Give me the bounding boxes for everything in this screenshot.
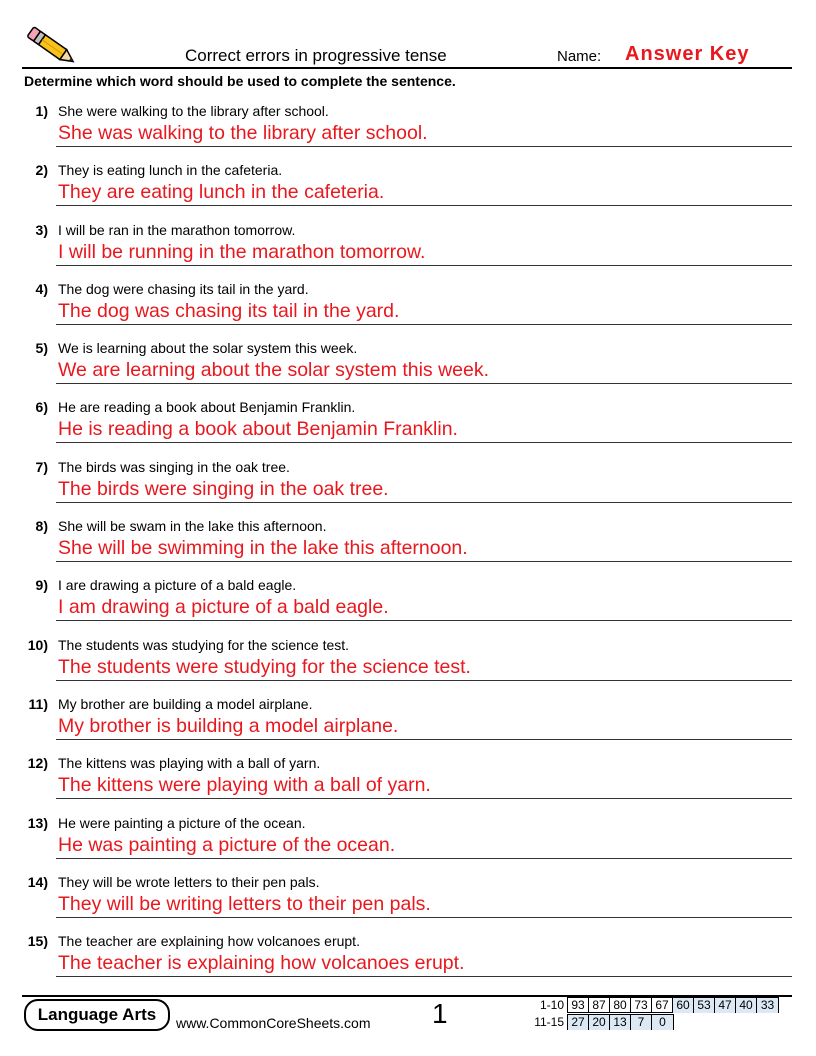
answer-text: She will be swimming in the lake this afternoon. xyxy=(58,537,468,560)
website-link[interactable]: www.CommonCoreSheets.com xyxy=(176,1015,371,1031)
answer-line xyxy=(56,739,792,740)
score-cells xyxy=(567,1014,674,1030)
answer-line xyxy=(56,561,792,562)
score-cell: 47 xyxy=(715,998,736,1013)
answer-line xyxy=(56,917,792,918)
question-item xyxy=(0,866,816,925)
instructions: Determine which word should be used to complete the sentence. xyxy=(24,73,456,89)
question-number: 6) xyxy=(35,399,48,416)
score-cell: 67 xyxy=(652,998,673,1013)
question-number: 4) xyxy=(35,280,48,297)
score-row-11-15 xyxy=(528,1014,674,1030)
answer-text: They will be writing letters to their pen pals. xyxy=(58,892,431,915)
question-number: 14) xyxy=(27,873,48,890)
answer-text: He was painting a picture of the ocean. xyxy=(58,833,396,856)
answer-text: I will be running in the marathon tomorrow. xyxy=(58,240,426,263)
question-text: We is learning about the solar system this week. xyxy=(58,340,358,357)
header-divider xyxy=(22,67,792,69)
answer-line xyxy=(56,798,792,799)
question-item xyxy=(0,925,816,984)
name-label: Name: xyxy=(557,48,602,65)
question-item xyxy=(0,391,816,450)
score-cell: 40 xyxy=(736,998,757,1013)
question-item xyxy=(0,95,816,154)
question-number: 3) xyxy=(35,221,48,238)
score-cell: 27 xyxy=(568,1015,589,1030)
answer-text: I am drawing a picture of a bald eagle. xyxy=(58,596,389,619)
question-number: 9) xyxy=(35,577,48,594)
score-cell: 80 xyxy=(610,998,631,1013)
answer-line xyxy=(56,265,792,266)
question-number: 12) xyxy=(27,755,48,772)
question-item xyxy=(0,451,816,510)
score-cell: 87 xyxy=(589,998,610,1013)
question-text: The students was studying for the science test. xyxy=(58,636,350,653)
question-item xyxy=(0,688,816,747)
question-number: 13) xyxy=(27,814,48,831)
answer-line xyxy=(56,383,792,384)
answer-text: We are learning about the solar system this week. xyxy=(58,359,490,382)
question-text: My brother are building a model airplane. xyxy=(58,695,313,712)
question-text: He were painting a picture of the ocean. xyxy=(58,814,306,831)
answer-line xyxy=(56,680,792,681)
pencil-icon xyxy=(22,22,80,70)
question-number: 11) xyxy=(28,695,48,712)
answer-line xyxy=(56,205,792,206)
question-item xyxy=(0,332,816,391)
answer-line xyxy=(56,502,792,503)
page-number: 1 xyxy=(432,998,448,1029)
question-item xyxy=(0,214,816,273)
question-text: They is eating lunch in the cafeteria. xyxy=(58,162,283,179)
question-number: 2) xyxy=(35,162,48,179)
question-number: 15) xyxy=(27,933,48,950)
answer-text: They are eating lunch in the cafeteria. xyxy=(58,181,385,204)
question-item xyxy=(0,629,816,688)
answer-key-label: Answer Key xyxy=(625,43,750,65)
score-row-label: 11-15 xyxy=(534,1015,564,1029)
question-number: 7) xyxy=(35,458,48,475)
answer-line xyxy=(56,324,792,325)
question-text: I will be ran in the marathon tomorrow. xyxy=(58,221,296,238)
question-item xyxy=(0,510,816,569)
score-cell: 73 xyxy=(631,998,652,1013)
question-text: She will be swam in the lake this afternoon. xyxy=(58,518,327,535)
question-text: I are drawing a picture of a bald eagle. xyxy=(58,577,297,594)
score-cell: 7 xyxy=(631,1015,652,1030)
subject-badge: Language Arts xyxy=(24,999,170,1031)
answer-line xyxy=(56,620,792,621)
question-item xyxy=(0,569,816,628)
score-cell: 53 xyxy=(694,998,715,1013)
answer-text: The students were studying for the science test. xyxy=(58,655,471,678)
score-cell: 60 xyxy=(673,998,694,1013)
answer-text: The teacher is explaining how volcanoes erupt. xyxy=(58,952,465,975)
score-cell: 13 xyxy=(610,1015,631,1030)
answer-text: The kittens were playing with a ball of yarn. xyxy=(58,774,431,797)
question-text: The dog were chasing its tail in the yard. xyxy=(58,280,309,297)
answer-line xyxy=(56,976,792,977)
score-cell: 33 xyxy=(757,998,778,1013)
question-item xyxy=(0,747,816,806)
score-cells xyxy=(567,997,779,1013)
question-text: He are reading a book about Benjamin Franklin. xyxy=(58,399,356,416)
question-text: The birds was singing in the oak tree. xyxy=(58,458,290,475)
answer-line xyxy=(56,146,792,147)
question-number: 1) xyxy=(35,103,48,119)
question-list xyxy=(0,95,816,984)
answer-text: The birds were singing in the oak tree. xyxy=(58,477,389,500)
answer-line xyxy=(56,442,792,443)
question-text: She were walking to the library after school. xyxy=(58,103,329,119)
question-text: The kittens was playing with a ball of yarn. xyxy=(58,755,321,772)
answer-text: The dog was chasing its tail in the yard. xyxy=(58,299,400,322)
answer-text: She was walking to the library after school. xyxy=(58,122,428,144)
question-number: 10) xyxy=(27,636,48,653)
score-cell: 20 xyxy=(589,1015,610,1030)
question-number: 8) xyxy=(35,518,48,535)
score-row-label: 1-10 xyxy=(539,998,564,1012)
score-row-1-10 xyxy=(528,997,779,1013)
question-item xyxy=(0,273,816,332)
question-item xyxy=(0,154,816,213)
question-text: They will be wrote letters to their pen pals. xyxy=(58,873,320,890)
score-cell: 93 xyxy=(568,998,589,1013)
answer-text: He is reading a book about Benjamin Franklin. xyxy=(58,418,458,441)
answer-text: My brother is building a model airplane. xyxy=(58,714,399,737)
worksheet-title: Correct errors in progressive tense xyxy=(185,46,447,65)
answer-line xyxy=(56,858,792,859)
score-cell: 0 xyxy=(652,1015,673,1030)
question-text: The teacher are explaining how volcanoes erupt. xyxy=(58,933,360,950)
question-item xyxy=(0,807,816,866)
question-number: 5) xyxy=(35,340,48,357)
